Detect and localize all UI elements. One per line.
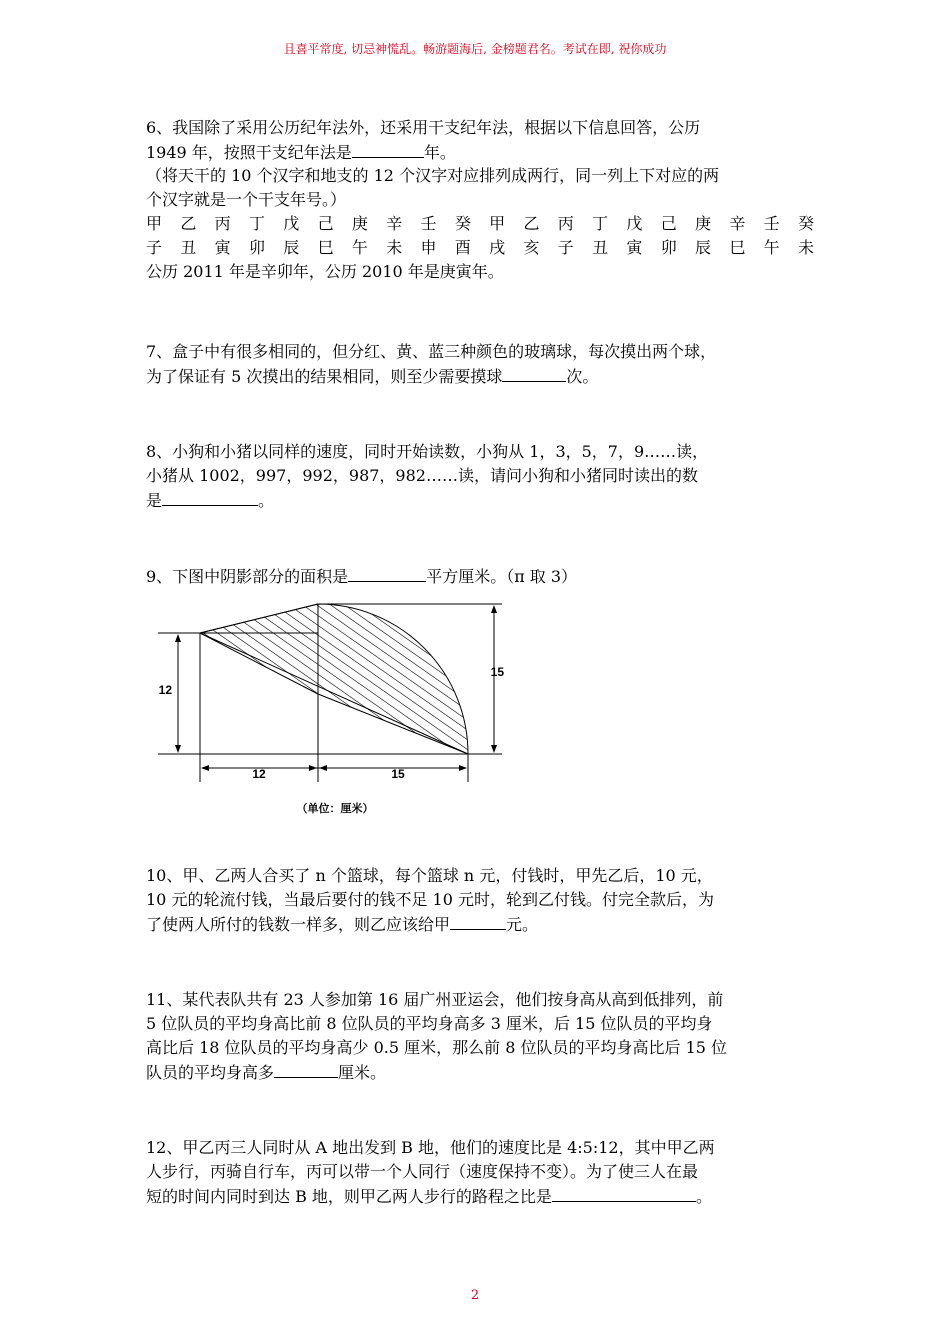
q11-line-3: 高比后 18 位队员的平均身高少 0.5 厘米，那么前 8 位队员的平均身高比后 15 位 bbox=[146, 1038, 728, 1057]
dizhi-char: 戌 bbox=[489, 238, 506, 257]
shaded-triangle bbox=[200, 604, 318, 694]
q11-line-2: 5 位队员的平均身高比前 8 位队员的平均身高多 3 厘米，后 15 位队员的平均身 bbox=[146, 1014, 713, 1033]
question-10 bbox=[146, 864, 814, 936]
q12-answer-blank[interactable] bbox=[552, 1184, 696, 1202]
question-8 bbox=[146, 440, 814, 512]
tiangan-char: 戊 bbox=[626, 214, 643, 233]
dizhi-char: 子 bbox=[557, 238, 574, 257]
tiangan-char: 庚 bbox=[695, 214, 712, 233]
q9-answer-blank[interactable] bbox=[348, 564, 426, 582]
bottom-dim-arrow-left bbox=[201, 765, 209, 771]
tiangan-char: 庚 bbox=[351, 214, 368, 233]
question-7 bbox=[146, 340, 814, 388]
dizhi-char: 巳 bbox=[317, 238, 334, 257]
dizhi-char: 辰 bbox=[695, 238, 712, 257]
tiangan-char: 乙 bbox=[180, 214, 197, 233]
tiangan-char: 壬 bbox=[763, 214, 780, 233]
left-height-label: 12 bbox=[158, 683, 172, 697]
q8-line-3 bbox=[146, 488, 814, 512]
dizhi-char: 寅 bbox=[626, 238, 643, 257]
dizhi-char: 卯 bbox=[660, 238, 677, 257]
shaded-quarter-circle-region bbox=[318, 604, 468, 754]
tiangan-char: 癸 bbox=[454, 214, 471, 233]
dizhi-char: 卯 bbox=[248, 238, 265, 257]
q12-line-3-tail: 。 bbox=[695, 1187, 712, 1206]
tiangan-char: 甲 bbox=[489, 214, 506, 233]
right-height-label: 15 bbox=[490, 665, 504, 679]
right-dim-arrow-bottom bbox=[491, 745, 497, 753]
q8-line-1: 8、小狗和小猪以同样的速度，同时开始读数，小狗从 1，3，5，7，9……读， bbox=[146, 442, 709, 461]
q8-line-3-text: 是 bbox=[146, 491, 163, 510]
dizhi-char: 午 bbox=[351, 238, 368, 257]
question-6 bbox=[146, 116, 814, 284]
q8-answer-blank[interactable] bbox=[162, 488, 258, 506]
q6-line-2-text: 1949 年，按照干支纪年法是 bbox=[146, 143, 352, 162]
bottom-dim-arrow-right bbox=[459, 765, 467, 771]
q7-line-1: 7、盒子中有很多相同的，但分红、黄、蓝三种颜色的玻璃球，每次摸出两个球， bbox=[146, 342, 717, 361]
bottom-dim-arrow-mid-left bbox=[309, 765, 317, 771]
page-number: 2 bbox=[470, 1288, 480, 1303]
q9-figure-svg bbox=[150, 596, 520, 826]
q11-answer-blank[interactable] bbox=[274, 1060, 338, 1078]
q6-line-4: 个汉字就是一个干支年号。） bbox=[146, 190, 347, 209]
q11-line-1: 11、某代表队共有 23 人参加第 16 届广州亚运会，他们按身高从高到低排列，前 bbox=[146, 990, 724, 1009]
q10-line-3-text: 了使两人所付的钱数一样多，则乙应该给甲 bbox=[146, 915, 451, 934]
tiangan-char: 丙 bbox=[557, 214, 574, 233]
tiangan-char: 己 bbox=[317, 214, 334, 233]
q6-line-3: （将天干的 10 个汉字和地支的 12 个汉字对应排列成两行，同一列上下对应的两 bbox=[146, 166, 720, 185]
tiangan-char: 乙 bbox=[523, 214, 540, 233]
dizhi-char: 巳 bbox=[729, 238, 746, 257]
tiangan-char: 己 bbox=[660, 214, 677, 233]
dizhi-char: 丑 bbox=[180, 238, 197, 257]
q7-answer-blank[interactable] bbox=[502, 364, 566, 382]
q6-line-2-tail: 年。 bbox=[423, 143, 456, 162]
tiangan-char: 辛 bbox=[386, 214, 403, 233]
tiangan-char: 辛 bbox=[729, 214, 746, 233]
dizhi-char: 午 bbox=[763, 238, 780, 257]
q11-line-4-text: 队员的平均身高多 bbox=[146, 1063, 275, 1082]
q7-line-2-text: 为了保证有 5 次摸出的结果相同，则至少需要摸球 bbox=[146, 367, 503, 386]
left-width-label: 12 bbox=[252, 767, 266, 781]
q6-line-7: 公历 2011 年是辛卯年，公历 2010 年是庚寅年。 bbox=[146, 262, 504, 281]
q7-line-2-tail: 次。 bbox=[566, 367, 599, 386]
dizhi-char: 丑 bbox=[592, 238, 609, 257]
dizhi-char: 未 bbox=[797, 238, 814, 257]
page-header-motto: 且喜平常度, 切忌神慌乱。畅游题海后, 金榜题君名。考试在即, 祝你成功 bbox=[283, 42, 667, 56]
tiangan-char: 壬 bbox=[420, 214, 437, 233]
q9-geometry-figure bbox=[150, 596, 520, 826]
tiangan-char: 癸 bbox=[797, 214, 814, 233]
left-dim-arrow-top bbox=[175, 634, 181, 642]
dizhi-char: 寅 bbox=[214, 238, 231, 257]
q6-line-2 bbox=[146, 140, 814, 164]
dizhi-char: 申 bbox=[420, 238, 437, 257]
q8-line-3-tail: 。 bbox=[258, 491, 275, 510]
q10-line-1: 10、甲、乙两人合买了 n 个篮球，每个篮球 n 元，付钱时，甲先乙后，10 元， bbox=[146, 866, 713, 885]
q6-answer-blank[interactable] bbox=[352, 140, 424, 158]
dizhi-row bbox=[146, 236, 814, 260]
q10-answer-blank[interactable] bbox=[450, 912, 506, 930]
q12-line-2: 人步行，丙骑自行车，丙可以带一个人同行（速度保持不变）。为了使三人在最 bbox=[146, 1162, 699, 1181]
dizhi-char: 辰 bbox=[283, 238, 300, 257]
q9-line-1-text: 9、下图中阴影部分的面积是 bbox=[146, 567, 349, 586]
q9-line-1 bbox=[146, 564, 814, 588]
dizhi-char: 酉 bbox=[454, 238, 471, 257]
right-width-label: 15 bbox=[391, 767, 405, 781]
question-11 bbox=[146, 988, 814, 1084]
bottom-dim-arrow-mid-right bbox=[319, 765, 327, 771]
tiangan-char: 丁 bbox=[592, 214, 609, 233]
q10-line-2: 10 元的轮流付钱，当最后要付的钱不足 10 元时，轮到乙付钱。付完全款后，为 bbox=[146, 890, 714, 909]
figure-unit-caption: （单位：厘米） bbox=[296, 802, 374, 815]
tiangan-char: 丙 bbox=[214, 214, 231, 233]
q11-line-4 bbox=[146, 1060, 814, 1084]
tiangan-char: 戊 bbox=[283, 214, 300, 233]
q8-line-2: 小猪从 1002，997，992，987，982……读，请问小狗和小猪同时读出的数 bbox=[146, 466, 698, 485]
left-dim-arrow-bottom bbox=[175, 745, 181, 753]
q6-line-1: 6、我国除了采用公历纪年法外，还采用干支纪年法，根据以下信息回答，公历 bbox=[146, 118, 701, 137]
q10-line-3-tail: 元。 bbox=[506, 915, 539, 934]
right-dim-arrow-top bbox=[491, 605, 497, 613]
question-12 bbox=[146, 1136, 814, 1208]
q11-line-4-tail: 厘米。 bbox=[338, 1063, 387, 1082]
q12-line-1: 12、甲乙丙三人同时从 A 地出发到 B 地，他们的速度比是 4:5:12，其中甲乙两 bbox=[146, 1138, 715, 1157]
tiangan-row bbox=[146, 212, 814, 236]
q9-line-1-tail: 平方厘米。（π 取 3） bbox=[426, 567, 578, 586]
q12-line-3 bbox=[146, 1184, 814, 1208]
q7-line-2 bbox=[146, 364, 814, 388]
q10-line-3 bbox=[146, 912, 814, 936]
dizhi-char: 亥 bbox=[523, 238, 540, 257]
q12-line-3-text: 短的时间内同时到达 B 地，则甲乙两人步行的路程之比是 bbox=[146, 1187, 552, 1206]
dizhi-char: 未 bbox=[386, 238, 403, 257]
question-9 bbox=[146, 564, 814, 588]
tiangan-char: 丁 bbox=[248, 214, 265, 233]
dizhi-char: 子 bbox=[146, 238, 163, 257]
tiangan-char: 甲 bbox=[146, 214, 163, 233]
